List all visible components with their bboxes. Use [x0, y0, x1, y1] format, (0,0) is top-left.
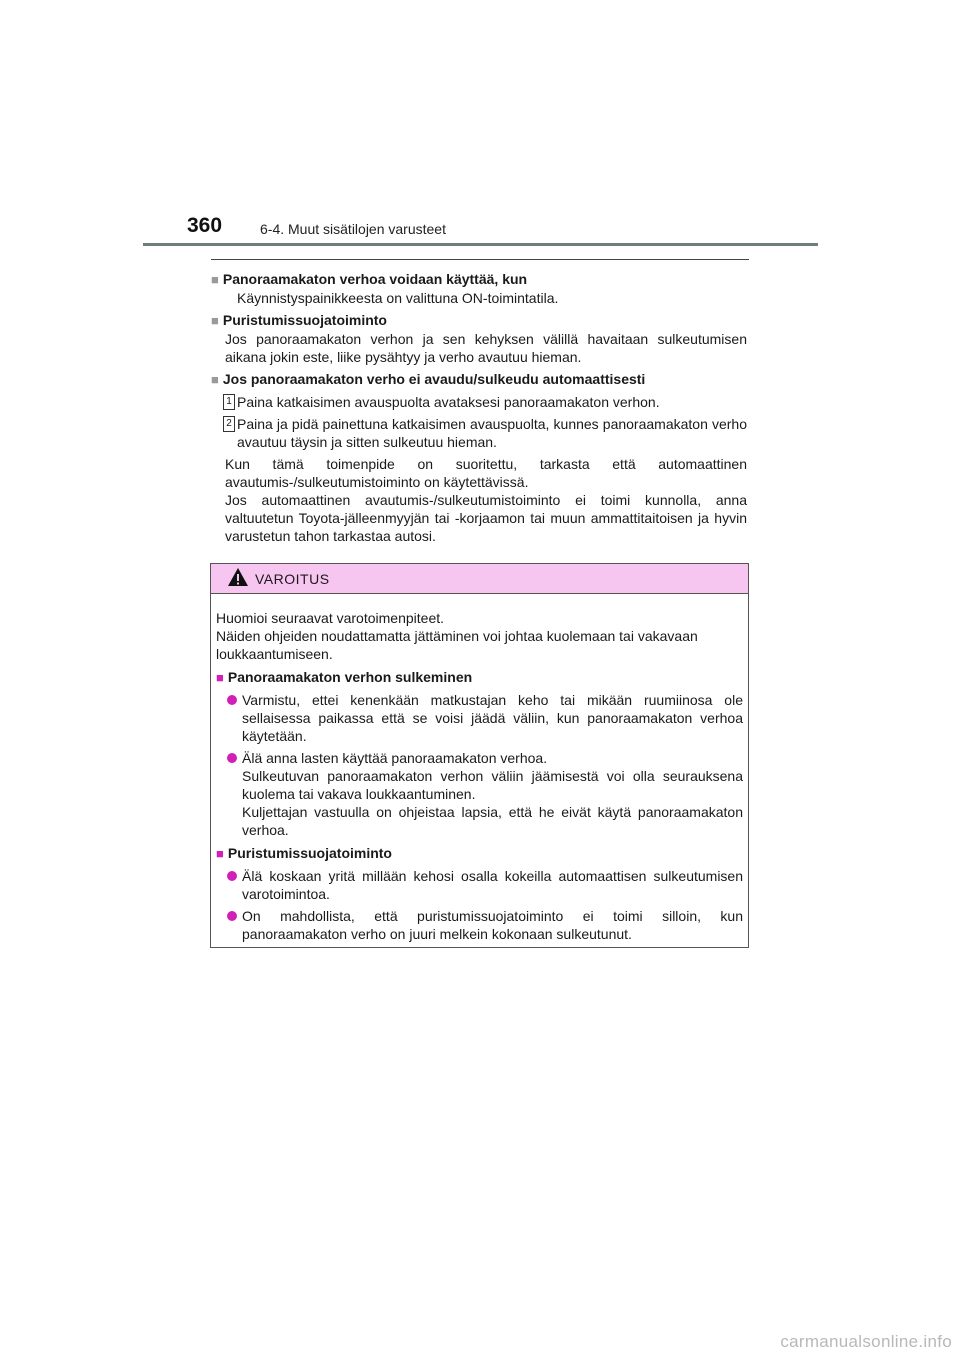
square-bullet-icon: ■ [211, 313, 219, 328]
square-bullet-icon: ■ [216, 670, 224, 685]
bullet-dot-icon [227, 695, 237, 705]
warning-bullet-text: Varmistu, ettei kenenkään matkustajan keho tai mikään ruumiinosa ole sellaisessa paikassa että se voisi jäädä väliin, kun panoraamakaton verhoa käytetään. [242, 692, 743, 744]
header-rule [143, 243, 818, 246]
bullet-dot-icon [227, 753, 237, 763]
warning-bullet [216, 691, 743, 745]
warning-bullet-text: Sulkeutuvan panoraamakaton verhon väliin jäämisestä voi olla seurauksena kuolema tai vakava loukkaantuminen. [242, 768, 743, 802]
step-number: 2 [223, 416, 235, 432]
bullet-dot-icon [227, 871, 237, 881]
page-number: 360 [187, 214, 223, 237]
warning-body [211, 594, 748, 943]
section-heading [211, 311, 747, 330]
warning-bullet-text: Älä koskaan yritä millään kehosi osalla kokeilla automaattisen sulkeutumisen varotoimintoa. [242, 868, 743, 902]
top-rule [211, 259, 749, 260]
bullet-dot-icon [227, 911, 237, 921]
section-heading [211, 270, 747, 289]
square-bullet-icon: ■ [216, 846, 224, 861]
section-heading-text: Puristumissuojatoiminto [222, 312, 387, 328]
section-heading-text: Panoraamakaton verhoa voidaan käyttää, kun [222, 271, 528, 287]
warning-intro-line: Huomioi seuraavat varotoimenpiteet. [216, 610, 445, 626]
warning-group-heading [216, 668, 743, 687]
step-text: Paina katkaisimen avauspuolta avataksesi panoraamakaton verhon. [237, 394, 660, 410]
section-heading [211, 370, 747, 389]
warning-header [211, 564, 748, 594]
warning-group-heading-text: Puristumissuojatoiminto [227, 845, 392, 861]
watermark-link[interactable]: carmanualsonline.info [780, 1332, 952, 1351]
warning-icon [227, 567, 249, 587]
warning-bullet-text: Älä anna lasten käyttää panoraamakaton verhoa. [242, 750, 548, 766]
warning-bullet [216, 749, 743, 839]
section-body: Käynnistyspainikkeesta on valittuna ON-toimintatila. [237, 290, 559, 306]
warning-group-heading [216, 844, 743, 863]
warning-bullet-text: On mahdollista, että puristumissuojatoiminto ei toimi silloin, kun panoraamakaton verho on juuri melkein kokonaan sulkeutunut. [242, 908, 743, 942]
warning-bullet [216, 867, 743, 903]
step-number: 1 [223, 394, 235, 410]
warning-group-heading-text: Panoraamakaton verhon sulkeminen [227, 669, 473, 685]
warning-title: VAROITUS [255, 571, 330, 587]
step-text: Paina ja pidä painettuna katkaisimen avauspuolta, kunnes panoraamakaton verho avautuu täysin ja sitten sulkeutuu hieman. [237, 416, 747, 450]
square-bullet-icon: ■ [211, 272, 219, 287]
section-body: Jos panoraamakaton verhon ja sen kehyksen välillä havaitaan sulkeutumisen aikana jokin este, liike pysähtyy ja verho avautuu hieman. [225, 331, 747, 365]
warning-intro [216, 609, 743, 663]
main-content [211, 266, 747, 545]
warning-bullet [216, 907, 743, 943]
step-item [226, 393, 747, 411]
warning-bullet-text: Kuljettajan vastuulla on ohjeistaa lapsia, että he eivät käytä panoraamakaton verhoa. [242, 804, 743, 838]
step-item [226, 415, 747, 451]
paragraph: Kun tämä toimenpide on suoritettu, tarkasta että automaattinen avautumis-/sulkeutumistoiminto on käytettävissä. [225, 456, 747, 490]
paragraph: Jos automaattinen avautumis-/sulkeutumistoiminto ei toimi kunnolla, anna valtuutetun Toyota-jälleenmyyjän tai -korjaamon tai muun ammattitaitoisen ja hyvin varustetun tahon tarkastaa autosi. [225, 492, 747, 544]
section-title: 6-4. Muut sisätilojen varusteet [260, 221, 446, 237]
section-heading-text: Jos panoraamakaton verho ei avaudu/sulkeudu automaattisesti [222, 371, 646, 387]
warning-intro-line: Näiden ohjeiden noudattamatta jättäminen voi johtaa kuolemaan tai vakavaan loukkaantumiseen. [216, 628, 698, 662]
square-bullet-icon: ■ [211, 372, 219, 387]
warning-box [210, 563, 749, 948]
